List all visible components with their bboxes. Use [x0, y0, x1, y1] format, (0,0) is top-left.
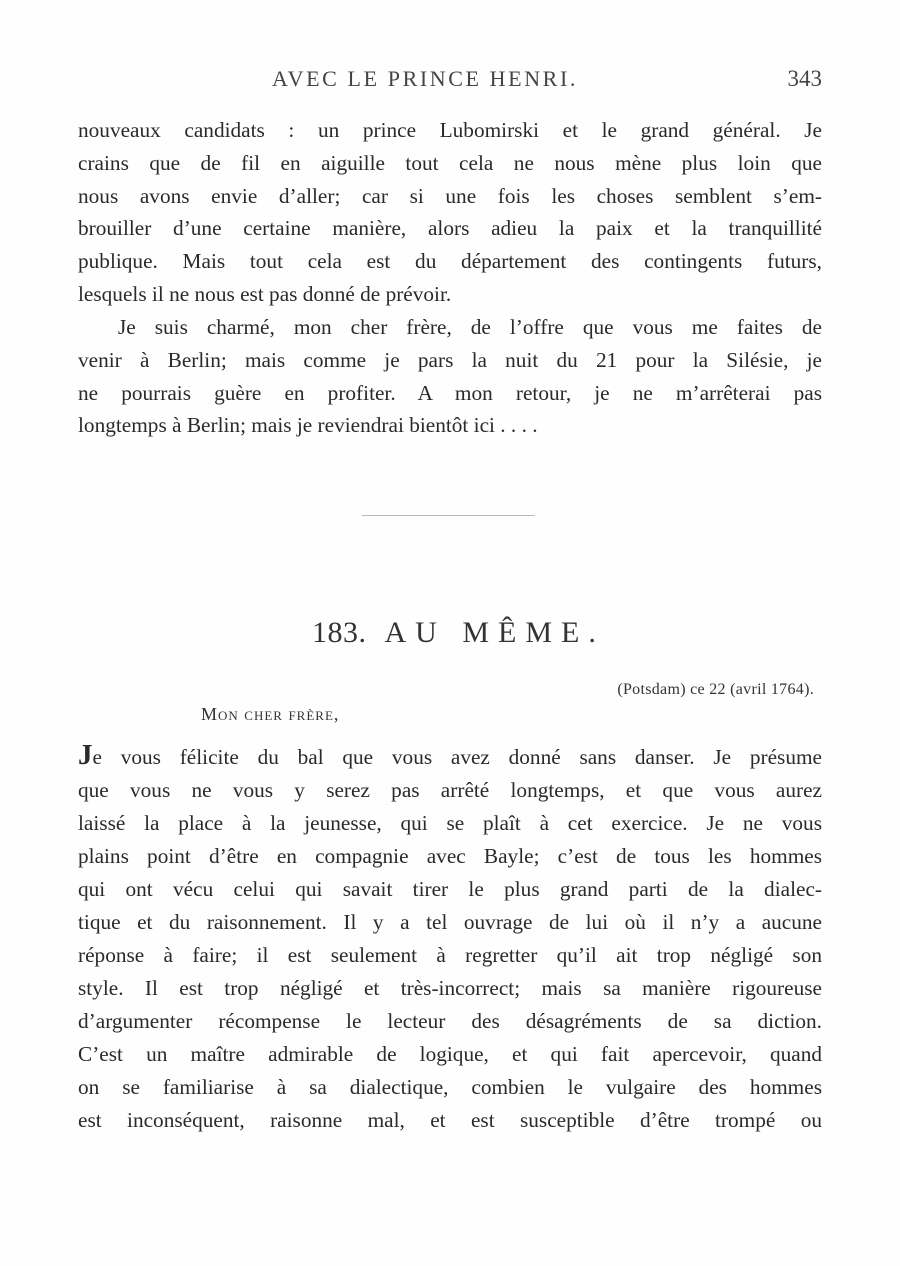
letter-number: 183.: [312, 616, 367, 649]
text-line: d’argumenter récompense le lecteur des désagréments de sa diction.: [78, 1009, 822, 1033]
text-line: est inconséquent, raisonne mal, et est susceptible d’être trompé ou: [78, 1108, 822, 1132]
paragraph-continued: [78, 114, 822, 311]
letter-title: AU MÊME.: [384, 616, 605, 649]
text-line: brouiller d’une certaine manière, alors adieu la paix et la tranquillité: [78, 216, 822, 241]
text-line: laissé la place à la jeunesse, qui se plaît à cet exercice. Je ne vous: [78, 811, 822, 835]
text-line: lesquels il ne nous est pas donné de prévoir.: [78, 281, 452, 306]
text-line: venir à Berlin; mais comme je pars la nuit du 21 pour la Silésie, je: [78, 347, 822, 372]
text-line: que vous ne vous y serez pas arrêté longtemps, et que vous aurez: [78, 778, 822, 802]
text-line: Je suis charmé, mon cher frère, de l’offre que vous me faites de: [118, 315, 822, 339]
text-line: [78, 741, 822, 774]
text-line: ne pourrais guère en profiter. A mon retour, je ne m’arrêterai pas: [78, 380, 822, 405]
text-line: longtemps à Berlin; mais je reviendrai bientôt ici . . . .: [78, 413, 538, 438]
dateline: (Potsdam) ce 22 (avril 1764).: [617, 681, 814, 698]
text-line: C’est un maître admirable de logique, et qui fait apercevoir, quand: [78, 1042, 822, 1066]
paragraph: [78, 311, 822, 442]
drop-cap: J: [78, 739, 93, 771]
text-line: qui ont vécu celui qui savait tirer le plus grand parti de la dialec-: [78, 877, 822, 901]
text-line: tique et du raisonnement. Il y a tel ouvrage de lui où il n’y a aucune: [78, 910, 822, 934]
text-line: réponse à faire; il est seulement à regretter qu’il ait trop négligé son: [78, 943, 822, 967]
text-line: nouveaux candidats : un prince Lubomirski et le grand général. Je: [78, 118, 822, 142]
page-number: 343: [787, 66, 822, 91]
text-line: publique. Mais tout cela est du département des contingents futurs,: [78, 249, 822, 274]
salutation: Mon cher frère,: [201, 704, 340, 724]
text-line: style. Il est trop négligé et très-incorrect; mais sa manière rigoureuse: [78, 976, 822, 1000]
letter-body: [78, 741, 822, 1137]
section-divider: [362, 515, 535, 516]
text-line: on se familiarise à sa dialectique, combien le vulgaire des hommes: [78, 1075, 822, 1099]
text-line: nous avons envie d’aller; car si une fois les choses semblent s’em-: [78, 183, 822, 208]
text-line: plains point d’être en compagnie avec Bayle; c’est de tous les hommes: [78, 844, 822, 868]
first-line-text: e vous félicite du bal que vous avez donné sans danser. Je présume: [92, 745, 822, 769]
text-line: crains que de fil en aiguille tout cela ne nous mène plus loin que: [78, 150, 822, 175]
running-head: [0, 66, 900, 100]
letter-heading: [312, 616, 605, 650]
running-head-title: AVEC LE PRINCE HENRI.: [272, 66, 578, 91]
